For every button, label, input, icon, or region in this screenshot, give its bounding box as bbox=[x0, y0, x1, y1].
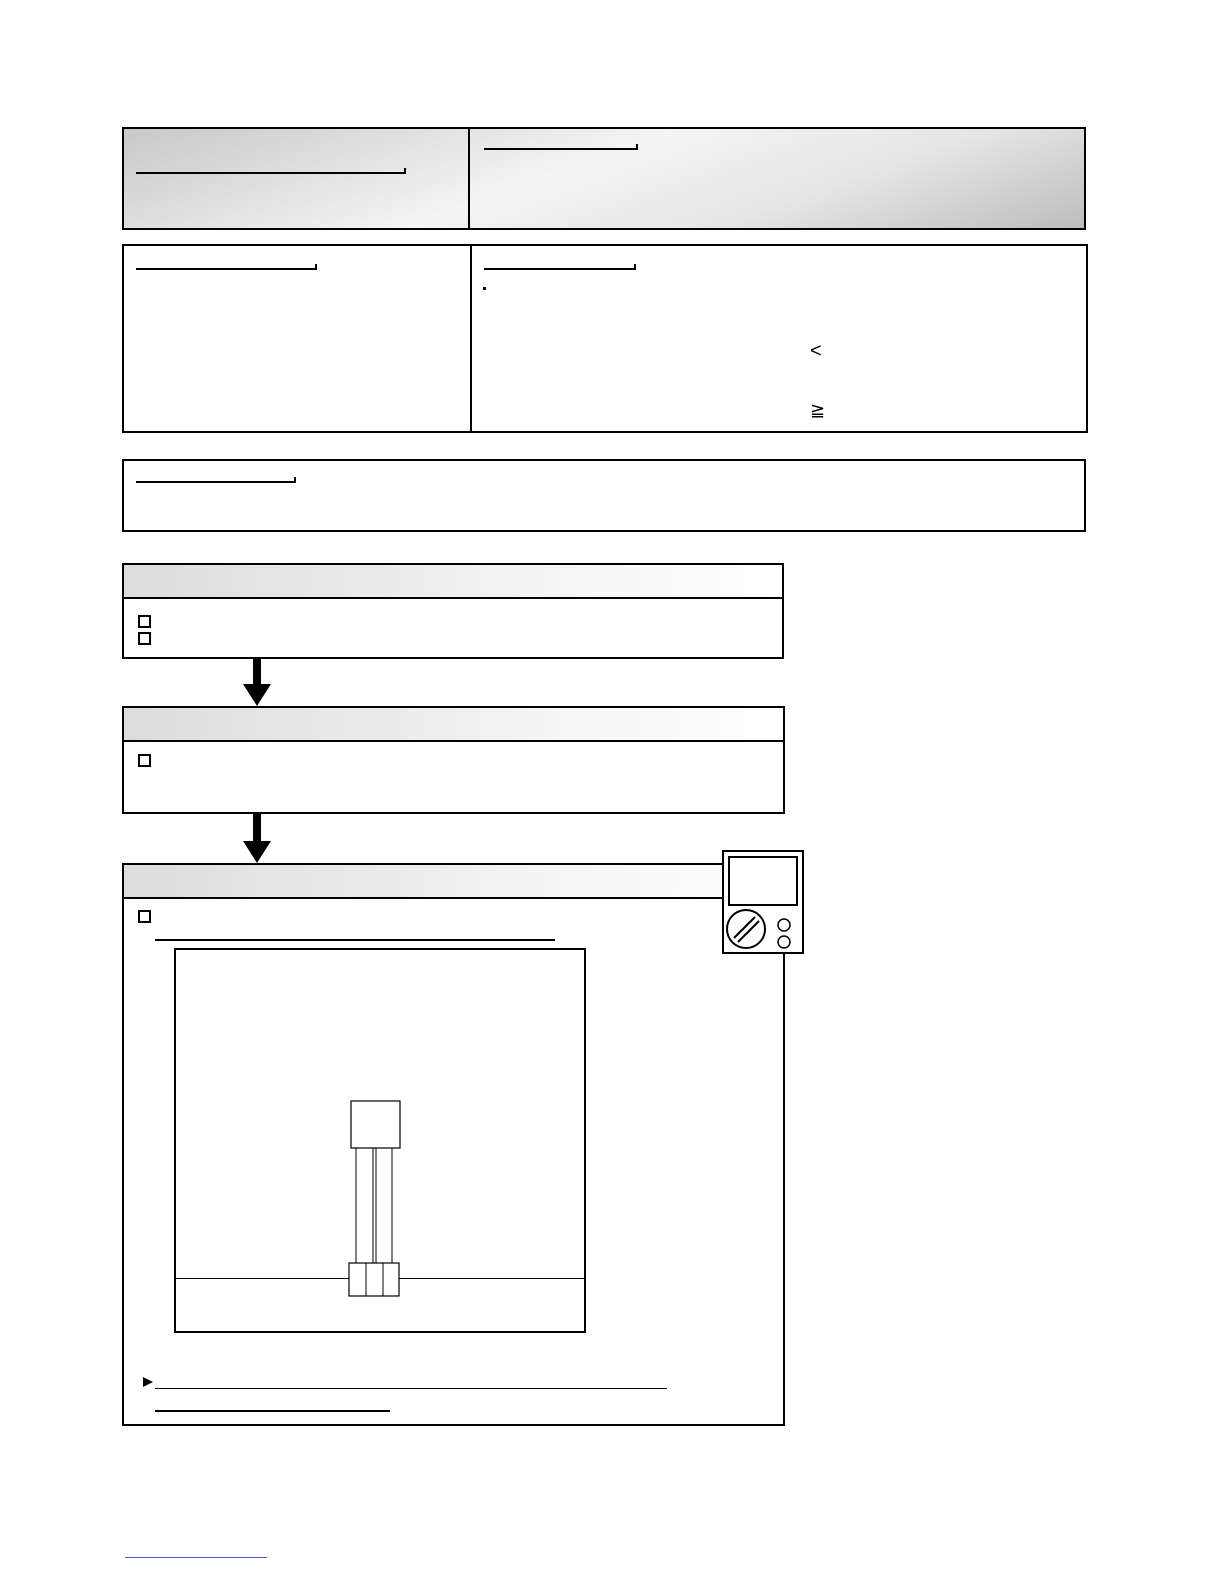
checkbox-icon bbox=[138, 615, 151, 628]
info-left-underline bbox=[136, 268, 315, 270]
info-right-underline bbox=[484, 268, 634, 270]
info-divider bbox=[470, 245, 472, 432]
sensor-wiring-diagram bbox=[346, 1099, 406, 1299]
step-1-box bbox=[122, 563, 784, 659]
checkbox-icon bbox=[138, 632, 151, 645]
note-underline bbox=[136, 481, 294, 483]
flow-arrow-down-icon bbox=[243, 659, 271, 706]
bullet-dot bbox=[483, 287, 486, 290]
pointer-triangle-icon bbox=[142, 1376, 154, 1388]
multimeter-icon bbox=[722, 850, 804, 954]
step-2-box bbox=[122, 706, 785, 814]
step-1-header bbox=[124, 565, 782, 599]
step-3-header bbox=[124, 865, 783, 899]
footnote-underline-1 bbox=[155, 1388, 667, 1389]
header-right-underline bbox=[484, 148, 636, 150]
flow-arrow-down-icon bbox=[243, 814, 271, 863]
checkbox-icon bbox=[138, 910, 151, 923]
less-than-symbol: < bbox=[810, 340, 822, 362]
bottom-link-underline[interactable] bbox=[125, 1557, 267, 1558]
header-divider bbox=[468, 128, 470, 229]
info-box bbox=[122, 244, 1088, 433]
footnote-underline-2 bbox=[155, 1410, 390, 1412]
step-3-item-underline bbox=[155, 939, 555, 941]
checkbox-icon bbox=[138, 754, 151, 767]
step-2-header bbox=[124, 708, 783, 742]
header-box bbox=[122, 127, 1086, 230]
header-left-underline bbox=[136, 172, 404, 174]
note-box bbox=[122, 459, 1086, 532]
greater-equal-symbol: ≧ bbox=[810, 400, 826, 420]
